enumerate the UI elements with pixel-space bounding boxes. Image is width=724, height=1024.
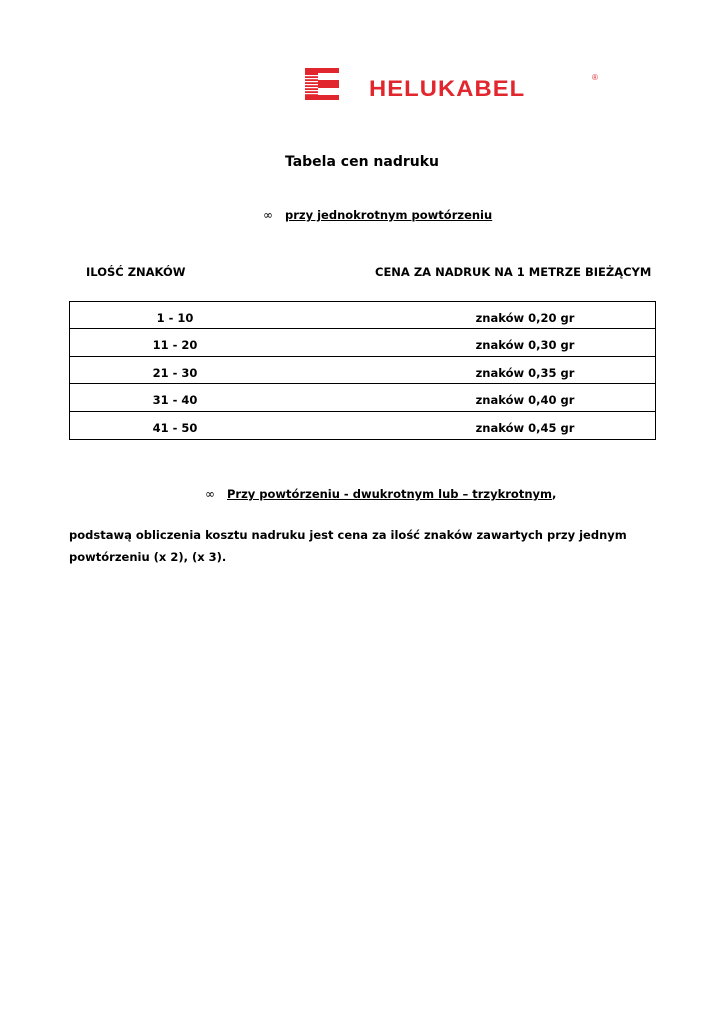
column-header-price: CENA ZA NADRUK NA 1 METRZE BIEŻĄCYM (375, 265, 652, 279)
cell-char-range: 1 - 10 (156, 311, 194, 325)
logo-wordmark: HELUKABEL (369, 76, 526, 101)
helukabel-mark-icon (305, 68, 339, 100)
registered-mark: ® (592, 73, 598, 82)
cell-char-range: 41 - 50 (152, 420, 198, 435)
cell-price: znaków 0,30 gr (475, 338, 575, 353)
section-single-repeat (263, 208, 492, 222)
cell-char-range: 11 - 20 (152, 338, 198, 353)
column-header-char-count: ILOŚĆ ZNAKÓW (86, 265, 186, 279)
cell-price: znaków 0,45 gr (475, 420, 575, 435)
table-row (70, 357, 655, 384)
pricing-note: podstawą obliczenia kosztu nadruku jest cena za ilość znaków zawartych przy jednym powtórzeniu (x 2), (x 3). (69, 528, 627, 564)
cell-price: znaków 0,20 gr (475, 311, 575, 325)
table-row (70, 329, 655, 356)
section-multi-repeat-label: Przy powtórzeniu - dwukrotnym lub – trzykrotnym (227, 487, 552, 501)
cell-price: znaków 0,35 gr (475, 365, 575, 380)
helukabel-logo (305, 68, 605, 102)
page-title: Tabela cen nadruku (284, 154, 440, 170)
cell-char-range: 31 - 40 (152, 393, 198, 408)
cell-char-range: 21 - 30 (152, 365, 198, 380)
table-row (70, 384, 655, 411)
section-multi-repeat-comma: , (552, 487, 557, 501)
section-single-repeat-label: przy jednokrotnym powtórzeniu (285, 208, 493, 222)
table-row (70, 412, 655, 439)
infinity-bullet-icon: ∞ (263, 208, 273, 222)
infinity-bullet-icon: ∞ (205, 487, 215, 501)
section-multi-repeat (205, 487, 556, 501)
price-table (69, 301, 656, 440)
cell-price: znaków 0,40 gr (475, 393, 575, 408)
table-row (70, 302, 655, 329)
